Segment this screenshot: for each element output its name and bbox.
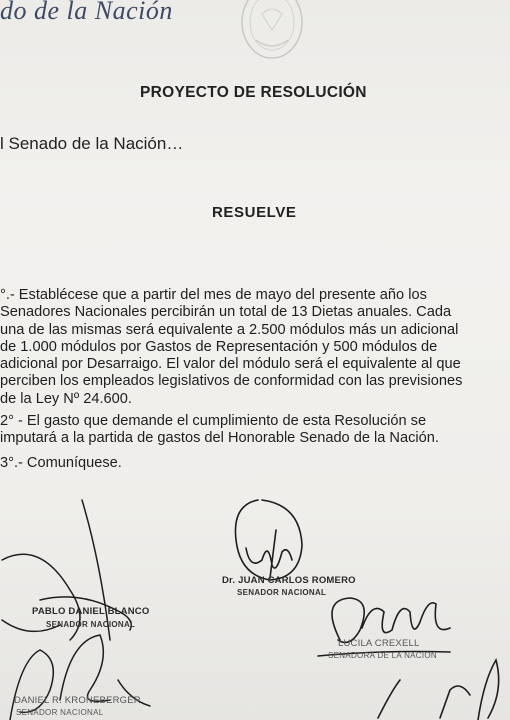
document-title: PROYECTO DE RESOLUCIÓN (140, 84, 367, 101)
resuelve-heading: RESUELVE (212, 204, 297, 221)
signature-stamp-role: SENADOR NACIONAL (237, 588, 327, 597)
signature-stamp-role: SENADOR NACIONAL (16, 708, 104, 717)
article-2 (0, 413, 486, 448)
resolution-body (0, 287, 486, 472)
article-3-line: 3°.- Comuníquese. (0, 454, 122, 471)
article-2-line: 2° - El gasto que demande el cumplimiento de esta Resolución se (0, 413, 427, 430)
article-1-line: Senadores Nacionales percibirán un total de 13 Dietas anuales. Cada (0, 304, 452, 321)
article-1-line: de 1.000 módulos por Gastos de Representación y 500 módulos de (0, 338, 438, 355)
addressee-line: l Senado de la Nación… (0, 134, 184, 153)
article-1 (0, 287, 486, 408)
signature-stamp-name: PABLO DANIEL BLANCO (32, 606, 150, 617)
article-1-line: adicional por Desarraigo. El valor del módulo será el equivalente al que (0, 356, 461, 373)
signature-blanco (2, 500, 131, 640)
article-3 (0, 455, 486, 472)
embossed-seal-icon (236, 0, 308, 60)
article-1-line: de la Ley Nº 24.600. (0, 390, 132, 407)
signature-stamp-role: SENADORA DE LA NACIÓN (328, 651, 437, 660)
article-1-line: una de las mismas será equivalente a 2.500 módulos más un adicional (0, 321, 459, 338)
signature-romero (235, 500, 302, 580)
signature-stamp-role: SENADOR NACIONAL (46, 620, 136, 629)
article-1-line: °.- Establécese que a partir del mes de mayo del presente año los (0, 287, 427, 303)
article-1-line: perciben los empleados legislativos de conformidad con las previsiones (0, 373, 463, 390)
signature-stamp-name: Dr. JUAN CARLOS ROMERO (222, 575, 356, 586)
letterhead-script: do de la Nación (0, 0, 173, 25)
signature-stamp-name: LUCILA CREXELL (338, 638, 420, 649)
signature-partial (378, 660, 499, 720)
signature-stamp-name: DANIEL R. KRONEBERGER (14, 695, 141, 706)
article-2-line: imputará a la partida de gastos del Honorable Senado de la Nación. (0, 430, 439, 447)
